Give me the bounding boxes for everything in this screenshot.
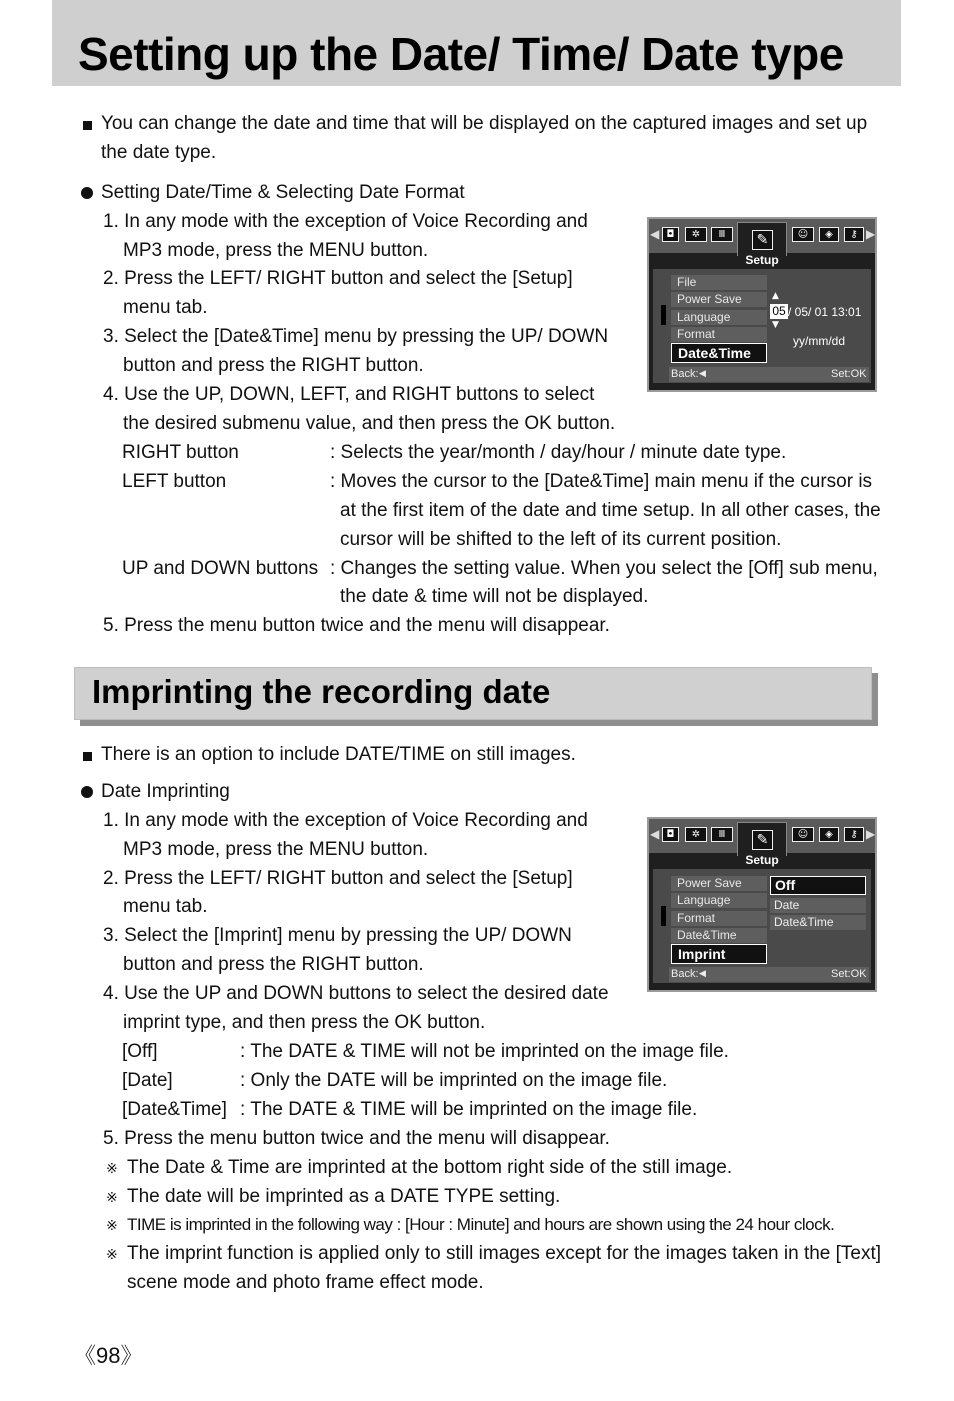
button-desc: : Moves the cursor to the [Date&Time] main menu if the cursor is xyxy=(330,471,873,492)
section-heading: Imprinting the recording date xyxy=(92,673,551,710)
tab-label: Setup xyxy=(745,853,779,867)
frame-icon: Ⅲ xyxy=(711,227,733,242)
step-line: the desired submenu value, and then press the OK button. xyxy=(123,413,616,434)
note-text: TIME is imprinted in the following way : [Hour : Minute] and hours are shown using the 24 hour clock. xyxy=(127,1215,835,1234)
back-arrow-icon: ◀ xyxy=(699,969,706,979)
option-desc: : The DATE & TIME will not be imprinted on the image file. xyxy=(240,1041,729,1062)
menu-item: Language xyxy=(671,310,767,325)
note-mark-icon: ※ xyxy=(106,1246,118,1262)
down-arrow-icon: ▼ xyxy=(772,320,779,330)
effect-icon: ✲ xyxy=(685,227,707,242)
back-arrow-icon: ◀ xyxy=(699,369,706,379)
round-bullet-icon xyxy=(81,187,93,199)
intro-text-line1: You can change the date and time that will be displayed on the captured images and set up xyxy=(101,113,868,134)
intro-text: There is an option to include DATE/TIME on still images. xyxy=(101,744,576,765)
button-name: RIGHT button xyxy=(122,442,239,463)
page-number: 《98》 xyxy=(74,1343,143,1368)
set-label: Set:OK xyxy=(831,968,867,980)
sound-icon: ◈ xyxy=(819,227,839,242)
sound-icon: ◈ xyxy=(819,827,839,842)
menu-item-selected: Imprint xyxy=(671,944,767,964)
step-line: button and press the RIGHT button. xyxy=(123,355,424,376)
menu-item: Language xyxy=(671,893,767,908)
step-line: 3. Select the [Imprint] menu by pressing the UP/ DOWN xyxy=(103,925,572,946)
up-arrow-icon: ▲ xyxy=(772,291,779,301)
step-line: 4. Use the UP and DOWN buttons to select the desired date xyxy=(103,983,609,1004)
option-desc: : The DATE & TIME will be imprinted on the image file. xyxy=(240,1099,698,1120)
button-name: LEFT button xyxy=(122,471,227,492)
step-line: menu tab. xyxy=(123,297,208,318)
option-name: [Date&Time] xyxy=(122,1099,227,1120)
button-desc: at the first item of the date and time setup. In all other cases, the xyxy=(340,500,881,521)
button-desc: cursor will be shifted to the left of its current position. xyxy=(340,529,782,550)
set-label: Set:OK xyxy=(831,368,867,380)
note-text: The date will be imprinted as a DATE TYPE setting. xyxy=(127,1186,561,1207)
menu-item: Format xyxy=(671,911,767,926)
option-name: [Date] xyxy=(122,1070,173,1091)
step-line: button and press the RIGHT button. xyxy=(123,954,424,975)
camera-mode-icon: ◘ xyxy=(662,227,679,242)
option-name: [Off] xyxy=(122,1041,158,1062)
date-format-value: yy/mm/dd xyxy=(793,334,846,348)
wrench-icon: ✎ xyxy=(752,830,773,850)
person-icon: ☺ xyxy=(792,227,814,242)
menu-item: Power Save xyxy=(671,292,767,307)
page-title: Setting up the Date/ Time/ Date type xyxy=(78,28,844,80)
step-line: 5. Press the menu button twice and the menu will disappear. xyxy=(103,1128,610,1149)
step-line: 3. Select the [Date&Time] menu by pressing the UP/ DOWN xyxy=(103,326,609,347)
menu-item-selected: Date&Time xyxy=(671,343,767,363)
note-text: The Date & Time are imprinted at the bottom right side of the still image. xyxy=(127,1157,733,1178)
frame-icon: Ⅲ xyxy=(711,827,733,842)
step-line: menu tab. xyxy=(123,896,208,917)
date-time-value: / 05/ 01 13:01 xyxy=(788,305,862,319)
step-line: 2. Press the LEFT/ RIGHT button and select the [Setup] xyxy=(103,268,573,289)
effect-icon: ✲ xyxy=(685,827,707,842)
person-icon: ☺ xyxy=(792,827,814,842)
menu-item: Date&Time xyxy=(671,928,767,943)
date-year-field: 05 xyxy=(770,304,788,319)
submenu-item: Date xyxy=(770,898,866,913)
back-label: Back: xyxy=(671,968,699,980)
sub-heading: Setting Date/Time & Selecting Date Format xyxy=(101,182,465,203)
menu-item: File xyxy=(671,275,767,290)
step-line: 1. In any mode with the exception of Voice Recording and xyxy=(103,211,588,232)
cursor-indicator xyxy=(661,305,666,325)
intro-text-line2: the date type. xyxy=(101,142,217,163)
tab-label: Setup xyxy=(745,253,779,267)
step-line: 5. Press the menu button twice and the menu will disappear. xyxy=(103,615,610,636)
camera-menu-screen xyxy=(647,217,877,392)
step-line: imprint type, and then press the OK button. xyxy=(123,1012,486,1033)
camera-menu-screen xyxy=(647,817,877,992)
cursor-indicator xyxy=(661,906,666,926)
menu-bottom-bar xyxy=(669,367,869,382)
menu-panel xyxy=(653,269,871,383)
menu-bottom-bar xyxy=(669,967,869,982)
key-icon: ⚷ xyxy=(844,827,864,842)
square-bullet-icon xyxy=(83,121,92,130)
key-icon: ⚷ xyxy=(844,227,864,242)
round-bullet-icon xyxy=(81,786,93,798)
button-desc: the date & time will not be displayed. xyxy=(340,586,649,607)
note-text: The imprint function is applied only to still images except for the images taken in the [Text] xyxy=(127,1243,882,1264)
step-line: 4. Use the UP, DOWN, LEFT, and RIGHT buttons to select xyxy=(103,384,595,405)
tab-left-arrow-icon: ◀ xyxy=(650,227,660,241)
note-mark-icon: ※ xyxy=(106,1160,118,1176)
step-line: 2. Press the LEFT/ RIGHT button and select the [Setup] xyxy=(103,868,573,889)
option-desc: : Only the DATE will be imprinted on the image file. xyxy=(240,1070,668,1091)
tab-right-arrow-icon: ▶ xyxy=(866,827,876,841)
button-name: UP and DOWN buttons xyxy=(122,558,319,579)
submenu-item-selected: Off xyxy=(770,876,866,895)
note-mark-icon: ※ xyxy=(106,1189,118,1205)
wrench-icon: ✎ xyxy=(752,230,773,250)
button-desc: : Changes the setting value. When you select the [Off] sub menu, xyxy=(330,558,878,579)
step-line: MP3 mode, press the MENU button. xyxy=(123,839,429,860)
tab-left-arrow-icon: ◀ xyxy=(650,827,660,841)
note-mark-icon: ※ xyxy=(106,1217,118,1233)
back-label: Back: xyxy=(671,368,699,380)
camera-mode-icon: ◘ xyxy=(662,827,679,842)
menu-panel xyxy=(653,869,871,983)
square-bullet-icon xyxy=(83,752,92,761)
menu-item: Format xyxy=(671,327,767,342)
menu-item: Power Save xyxy=(671,876,767,891)
sub-heading: Date Imprinting xyxy=(101,781,230,802)
step-line: MP3 mode, press the MENU button. xyxy=(123,240,429,261)
tab-right-arrow-icon: ▶ xyxy=(866,227,876,241)
step-line: 1. In any mode with the exception of Voice Recording and xyxy=(103,810,588,831)
submenu-item: Date&Time xyxy=(770,915,866,930)
button-desc: : Selects the year/month / day/hour / minute date type. xyxy=(330,442,787,463)
note-text: scene mode and photo frame effect mode. xyxy=(127,1272,484,1293)
